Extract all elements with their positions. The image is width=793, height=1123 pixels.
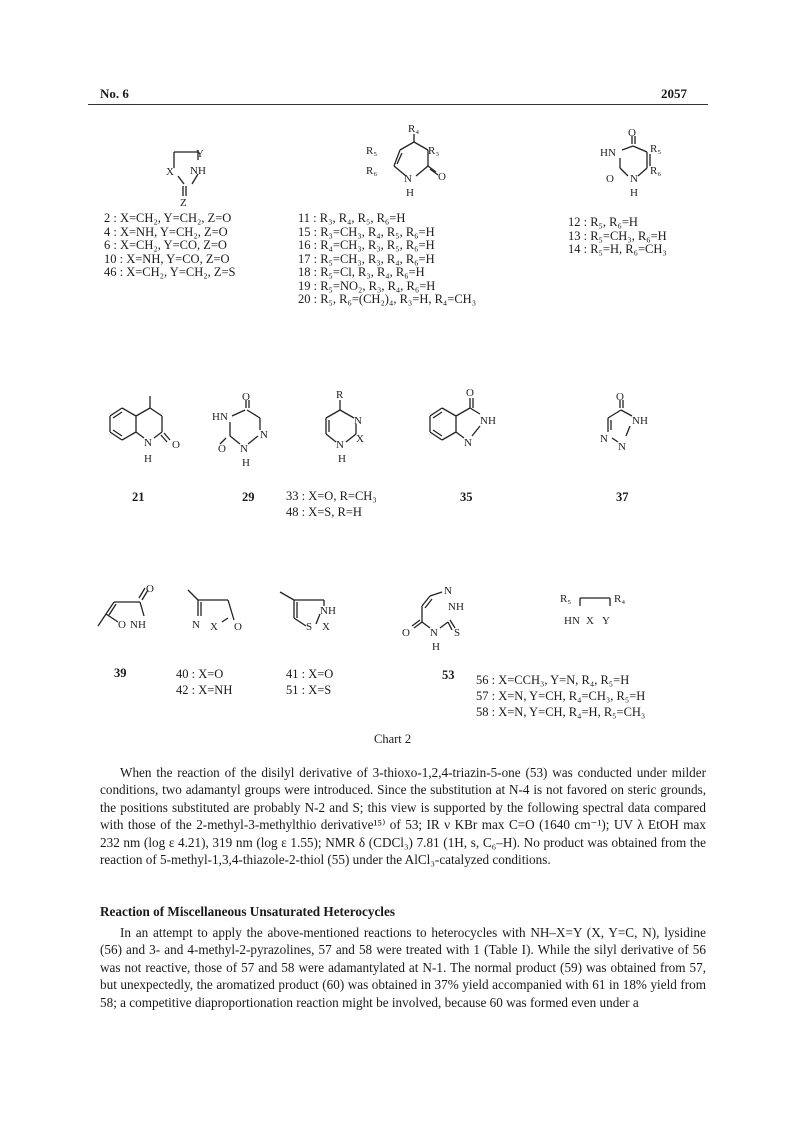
svg-text:Z: Z xyxy=(180,197,187,209)
svg-text:NH: NH xyxy=(632,415,648,427)
svg-text:N: N xyxy=(618,441,626,453)
structure-33-pyrimidine xyxy=(310,386,400,472)
svg-text:R₃: R₃ xyxy=(428,145,440,157)
compound-label: 57 : X=N, Y=CH, R₄=CH₃, R₅=H xyxy=(476,689,646,703)
chart-caption: Chart 2 xyxy=(374,732,412,746)
paragraph-text: When the reaction of the disilyl derivative of 3-thioxo-1,2,4-triazin-5-one (53) was conducted under milder conditions, two adamantyl groups were introduced. Since the substitution at N-4 is not favored on steric grounds, the positions substituted are probably N-2 and S; this view is supported by the following spectral data compared with those of the 2-methyl-3-methylthio derivative¹⁵⁾ of 53; IR ν KBr max C=O (1640 cm⁻¹); UV λ EtOH max 232 nm (log ε 4.21), 319 nm (log ε 1.55); NMR δ (CDCl₃) 7.81 (1H, s, C₆–H). No product was obtained from the reaction of 5-methyl-1,3,4-thiazole-2-thiol (55) under the AlCl₃-catalyzed conditions. xyxy=(100,765,706,868)
structure-uracil xyxy=(592,128,682,208)
compound-number: 53 xyxy=(442,668,455,682)
compound-label: 20 : R₅, R₆=(CH₂)₄, R₃=H, R₄=CH₃ xyxy=(298,292,477,306)
svg-text:X: X xyxy=(586,615,594,627)
compound-label: 17 : R₅=CH₃, R₃, R₄, R₆=H xyxy=(298,251,435,266)
svg-text:N: N xyxy=(430,627,438,639)
compound-group-3 xyxy=(568,216,667,257)
svg-text:O: O xyxy=(402,627,410,639)
svg-text:N: N xyxy=(464,437,472,449)
compound-label: 42 : X=NH xyxy=(176,683,233,697)
compound-label: 58 : X=N, Y=CH, R₄=H, R₅=CH₃ xyxy=(476,705,646,719)
svg-text:Y: Y xyxy=(602,615,610,627)
svg-text:R₅: R₅ xyxy=(366,145,378,157)
compound-label: 10 : X=NH, Y=CO, Z=O xyxy=(104,251,230,266)
compound-label: 15 : R₃=CH₃, R₄, R₅, R₆=H xyxy=(298,224,435,239)
svg-text:O: O xyxy=(242,391,250,403)
compound-label: 33 : X=O, R=CH₃ xyxy=(286,489,377,503)
svg-text:O: O xyxy=(218,443,226,455)
svg-text:R: R xyxy=(336,389,344,401)
svg-text:R₆: R₆ xyxy=(650,165,662,177)
compound-label: 6 : X=CH₂, Y=CO, Z=O xyxy=(104,238,227,252)
structure-35-quinazolinone xyxy=(424,386,534,466)
compound-number: 21 xyxy=(132,490,145,504)
compound-label: 18 : R₅=Cl, R₃, R₄, R₆=H xyxy=(298,265,425,279)
svg-text:X: X xyxy=(210,621,218,633)
paragraph-2 xyxy=(100,924,706,1011)
svg-text:H: H xyxy=(432,641,440,653)
svg-text:NH: NH xyxy=(320,605,336,617)
compound-group-2 xyxy=(298,212,476,307)
compound-label: 12 : R₅, R₆=H xyxy=(568,215,638,229)
compound-label: 51 : X=S xyxy=(286,683,332,697)
compound-label: 40 : X=O xyxy=(176,667,224,681)
svg-text:O: O xyxy=(172,439,180,451)
svg-text:N: N xyxy=(600,433,608,445)
svg-text:NH: NH xyxy=(480,415,496,427)
svg-text:N: N xyxy=(354,415,362,427)
svg-text:H: H xyxy=(630,187,638,199)
svg-text:R₆: R₆ xyxy=(366,165,378,177)
svg-text:O: O xyxy=(616,391,624,403)
svg-text:S: S xyxy=(454,627,461,639)
paragraph-text: In an attempt to apply the above-mentioned reactions to heterocycles with NH–X=Y (X, Y=C, N), lysidine (56) and 3- and 4-methyl-2-pyrazolines, 57 and 58 were treated with 1 (Table I). While the silyl derivative of 56 was not reactive, those of 57 and 58 were adamantylated at N-1. The normal product (59) was obtained from 57, but unexpectedly, the aromatized product (60) was obtained in 37% yield accompanied with 61 in 18% yield from 58; a competitive diaproportionation reaction might be involved, because 60 was formed even under a xyxy=(100,925,706,1010)
structure-2-pyridone xyxy=(360,123,470,206)
svg-text:Y: Y xyxy=(196,148,204,160)
svg-text:R₅: R₅ xyxy=(650,143,662,155)
svg-text:H: H xyxy=(338,453,346,465)
svg-text:HN: HN xyxy=(564,615,580,627)
svg-text:O: O xyxy=(234,621,242,633)
svg-text:NH: NH xyxy=(448,601,464,613)
compound-label: 16 : R₄=CH₃, R₃, R₅, R₆=H xyxy=(298,238,435,252)
section-heading: Reaction of Miscellaneous Unsaturated Heterocycles xyxy=(100,904,395,919)
svg-text:S: S xyxy=(306,621,313,633)
paragraph-1 xyxy=(100,764,706,868)
structure-five-membered-lactam xyxy=(160,140,220,210)
compound-label: 48 : X=S, R=H xyxy=(286,505,362,519)
svg-text:O: O xyxy=(146,583,154,595)
svg-text:H: H xyxy=(144,453,152,465)
structure-39-oxazolone xyxy=(96,584,176,644)
svg-text:O: O xyxy=(628,127,636,139)
compound-label: 56 : X=CCH₃, Y=N, R₄, R₅=H xyxy=(476,673,630,687)
compound-label: 41 : X=O xyxy=(286,667,334,681)
structure-40-pyrrolone xyxy=(180,584,260,644)
svg-text:NH: NH xyxy=(190,165,206,177)
compound-number: 39 xyxy=(114,666,127,680)
svg-text:N: N xyxy=(630,173,638,185)
svg-text:H: H xyxy=(242,457,250,469)
structure-21-quinolinone xyxy=(104,386,194,466)
header-rule xyxy=(88,104,708,105)
structure-37-triazinone xyxy=(590,392,670,468)
compound-label: 4 : X=NH, Y=CH₂, Z=O xyxy=(104,224,228,239)
structure-29-triazinedione xyxy=(208,392,288,478)
svg-text:R₅: R₅ xyxy=(560,593,572,605)
svg-text:N: N xyxy=(240,443,248,455)
svg-text:O: O xyxy=(466,387,474,399)
svg-text:N: N xyxy=(192,619,200,631)
svg-text:HN: HN xyxy=(600,147,616,159)
svg-text:NH: NH xyxy=(130,619,146,631)
svg-text:X: X xyxy=(166,166,174,178)
compound-number: 37 xyxy=(616,490,629,504)
svg-text:N: N xyxy=(404,173,412,185)
svg-text:O: O xyxy=(118,619,126,631)
svg-text:X: X xyxy=(356,433,364,445)
svg-text:HN: HN xyxy=(212,411,228,423)
compound-label: 11 : R₃, R₄, R₅, R₆=H xyxy=(298,211,406,225)
compound-group-1 xyxy=(104,212,236,280)
structure-41-thiazolone xyxy=(276,584,356,644)
compound-label: 14 : R₅=H, R₆=CH₃ xyxy=(568,242,667,256)
compound-label: 13 : R₅=CH₃, R₆=H xyxy=(568,228,667,243)
compound-label: 2 : X=CH₂, Y=CH₂, Z=O xyxy=(104,211,232,225)
svg-text:R₄: R₄ xyxy=(408,123,420,135)
svg-text:O: O xyxy=(606,173,614,185)
svg-text:X: X xyxy=(322,621,330,633)
journal-issue: No. 6 xyxy=(100,86,129,101)
svg-text:O: O xyxy=(438,171,446,183)
svg-text:H: H xyxy=(406,187,414,199)
compound-number: 29 xyxy=(242,490,255,504)
svg-text:N: N xyxy=(260,429,268,441)
svg-text:N: N xyxy=(336,439,344,451)
page-number: 2057 xyxy=(661,86,687,101)
svg-text:N: N xyxy=(444,585,452,597)
structure-56-imidazoline xyxy=(556,584,666,644)
compound-number: 35 xyxy=(460,490,473,504)
svg-text:R₄: R₄ xyxy=(614,593,626,605)
svg-text:N: N xyxy=(144,437,152,449)
structure-53-thioxotriazinone xyxy=(400,584,500,664)
compound-label: 19 : R₅=NO₂, R₃, R₄, R₆=H xyxy=(298,278,436,293)
compound-label: 46 : X=CH₂, Y=CH₂, Z=S xyxy=(104,265,236,279)
